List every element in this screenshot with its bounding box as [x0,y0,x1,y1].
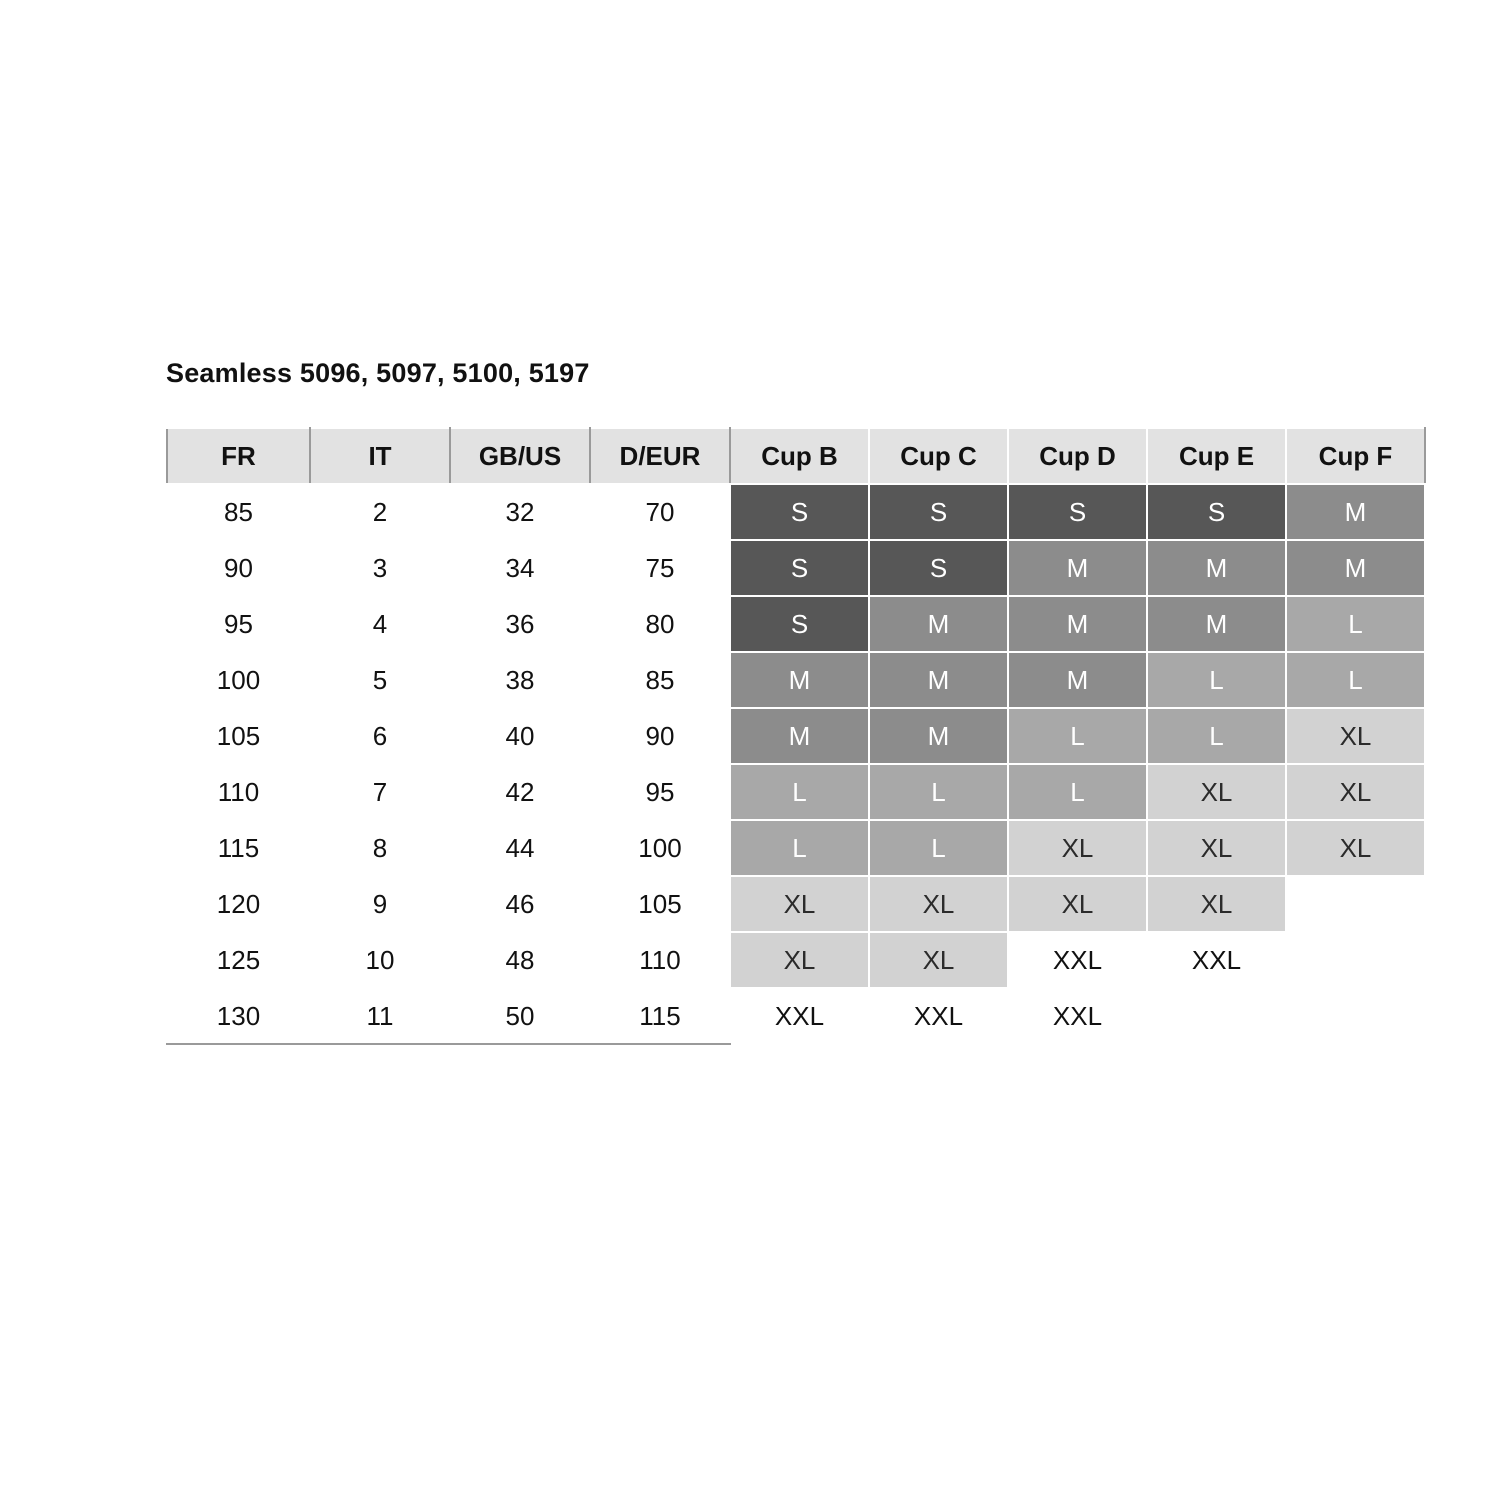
column-header-cup-b: Cup B [730,428,869,484]
cell-it: 6 [310,708,450,764]
size-table-container [166,427,1426,1045]
cell-cup-d: XL [1008,876,1147,932]
size-table [166,427,1426,1045]
cell-cup-e: M [1147,596,1286,652]
column-header-gbus: GB/US [450,428,590,484]
cell-cup-e [1147,988,1286,1044]
cell-cup-c: S [869,540,1008,596]
cell-gb-us: 46 [450,876,590,932]
cell-cup-f: M [1286,484,1425,540]
cell-cup-b: M [730,652,869,708]
cell-fr: 130 [167,988,310,1044]
cell-cup-c: M [869,652,1008,708]
table-row [167,876,1425,932]
table-header-row [167,428,1425,484]
cell-d-eur: 100 [590,820,730,876]
cell-cup-f: L [1286,596,1425,652]
cell-cup-d: M [1008,596,1147,652]
cell-cup-e: L [1147,652,1286,708]
cell-fr: 85 [167,484,310,540]
page-title: Seamless 5096, 5097, 5100, 5197 [166,358,590,388]
cell-it: 8 [310,820,450,876]
cell-it: 2 [310,484,450,540]
cell-cup-f [1286,988,1425,1044]
cell-fr: 90 [167,540,310,596]
cell-d-eur: 80 [590,596,730,652]
column-header-cup-c: Cup C [869,428,1008,484]
cell-fr: 125 [167,932,310,988]
cell-d-eur: 115 [590,988,730,1044]
cell-cup-b: S [730,484,869,540]
cell-cup-d: M [1008,652,1147,708]
cell-cup-b: L [730,764,869,820]
cell-cup-b: S [730,540,869,596]
cell-cup-d: L [1008,764,1147,820]
table-row [167,708,1425,764]
cell-cup-f [1286,876,1425,932]
table-row [167,820,1425,876]
column-header-fr: FR [167,428,310,484]
cell-cup-e: XL [1147,876,1286,932]
cell-cup-e: M [1147,540,1286,596]
table-row [167,652,1425,708]
cell-gb-us: 44 [450,820,590,876]
column-header-cup-d: Cup D [1008,428,1147,484]
cell-d-eur: 70 [590,484,730,540]
cell-cup-c: XL [869,876,1008,932]
cell-it: 10 [310,932,450,988]
cell-cup-e: S [1147,484,1286,540]
cell-cup-f: XL [1286,764,1425,820]
table-row [167,484,1425,540]
cell-fr: 95 [167,596,310,652]
cell-cup-c: S [869,484,1008,540]
cell-gb-us: 34 [450,540,590,596]
cell-cup-d: L [1008,708,1147,764]
cell-cup-b: XL [730,932,869,988]
cell-d-eur: 95 [590,764,730,820]
cell-cup-c: L [869,820,1008,876]
cell-gb-us: 32 [450,484,590,540]
table-row [167,596,1425,652]
cell-cup-c: M [869,596,1008,652]
cell-it: 4 [310,596,450,652]
cell-d-eur: 105 [590,876,730,932]
cell-gb-us: 38 [450,652,590,708]
cell-gb-us: 48 [450,932,590,988]
cell-cup-e: XL [1147,764,1286,820]
table-row [167,540,1425,596]
cell-cup-b: M [730,708,869,764]
cell-cup-c: XL [869,932,1008,988]
cell-cup-b: S [730,596,869,652]
cell-fr: 120 [167,876,310,932]
cell-d-eur: 110 [590,932,730,988]
column-header-deur: D/EUR [590,428,730,484]
cell-cup-c: L [869,764,1008,820]
cell-cup-f: L [1286,652,1425,708]
cell-d-eur: 90 [590,708,730,764]
cell-cup-f: M [1286,540,1425,596]
cell-cup-d: XL [1008,820,1147,876]
column-header-cup-f: Cup F [1286,428,1425,484]
cell-it: 5 [310,652,450,708]
cell-it: 11 [310,988,450,1044]
cell-cup-e: L [1147,708,1286,764]
cell-cup-c: XXL [869,988,1008,1044]
column-header-it: IT [310,428,450,484]
cell-fr: 115 [167,820,310,876]
cell-cup-c: M [869,708,1008,764]
table-body [167,484,1425,1044]
cell-it: 7 [310,764,450,820]
cell-cup-f: XL [1286,708,1425,764]
column-header-cup-e: Cup E [1147,428,1286,484]
cell-d-eur: 75 [590,540,730,596]
cell-gb-us: 42 [450,764,590,820]
cell-cup-f: XL [1286,820,1425,876]
cell-cup-e: XL [1147,820,1286,876]
table-row [167,764,1425,820]
cell-cup-f [1286,932,1425,988]
cell-cup-d: M [1008,540,1147,596]
cell-cup-d: XXL [1008,932,1147,988]
cell-fr: 110 [167,764,310,820]
cell-cup-b: XL [730,876,869,932]
cell-cup-d: S [1008,484,1147,540]
cell-it: 3 [310,540,450,596]
cell-it: 9 [310,876,450,932]
cell-fr: 105 [167,708,310,764]
cell-gb-us: 40 [450,708,590,764]
cell-gb-us: 50 [450,988,590,1044]
cell-d-eur: 85 [590,652,730,708]
cell-gb-us: 36 [450,596,590,652]
cell-cup-e: XXL [1147,932,1286,988]
cell-cup-b: L [730,820,869,876]
table-row [167,932,1425,988]
cell-cup-d: XXL [1008,988,1147,1044]
cell-cup-b: XXL [730,988,869,1044]
table-row [167,988,1425,1044]
cell-fr: 100 [167,652,310,708]
